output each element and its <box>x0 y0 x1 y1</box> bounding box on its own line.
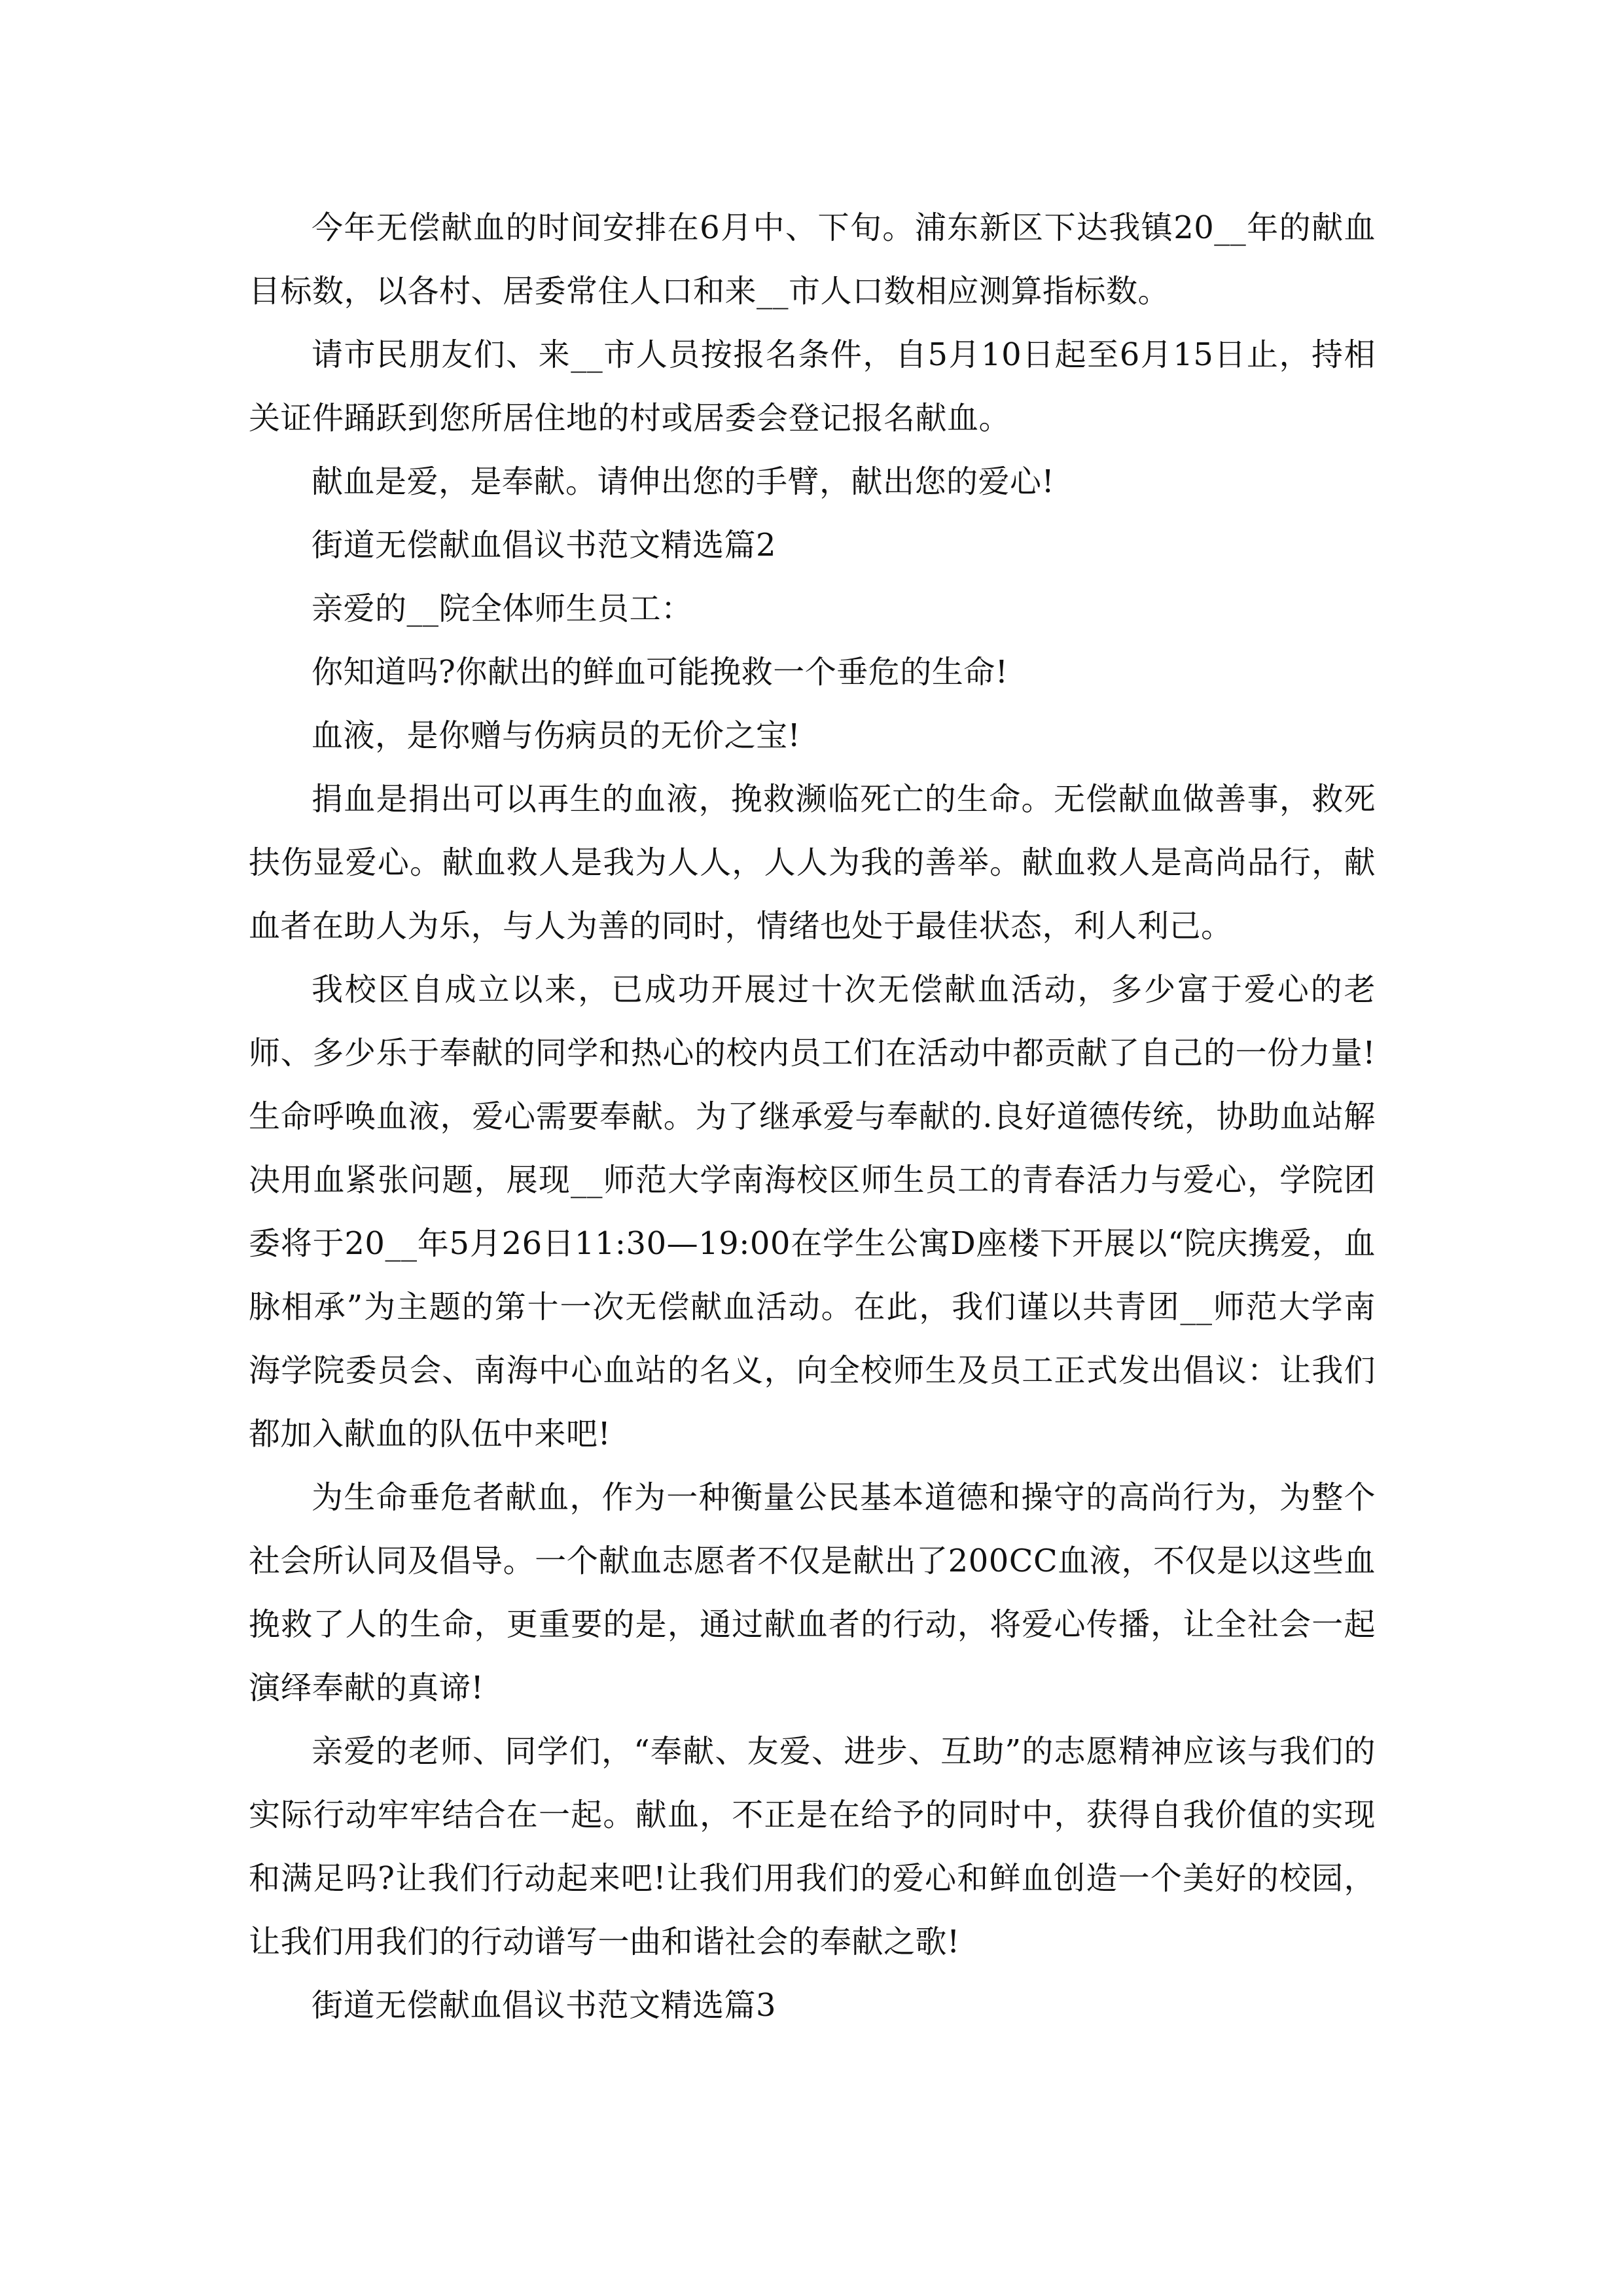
paragraph-question: 你知道吗?你献出的鲜血可能挽救一个垂危的生命! <box>312 654 1008 691</box>
paragraph-noble-act: 为生命垂危者献血，作为一种衡量公民基本道德和操守的高尚行为，为整个社会所认同及倡导。一个献血志愿者不仅是献出了200CC血液，不仅是以这些血挽救了人的生命，更重要的是，通过献血者的行动，将爱心传播，让全社会一起演绎奉献的真谛! <box>249 1479 1376 1706</box>
paragraph-registration: 请市民朋友们、来__市人员按报名条件，自5月10日起至6月15日止，持相关证件踊跃到您所居住地的村或居委会登记报名献血。 <box>249 336 1376 437</box>
section-heading-2: 街道无偿献血倡议书范文精选篇2 <box>312 527 777 564</box>
salutation: 亲爱的__院全体师生员工： <box>312 590 693 627</box>
paragraph-intro-schedule: 今年无偿献血的时间安排在6月中、下旬。浦东新区下达我镇20__年的献血目标数，以各村、居委常住人口和来__市人口数相应测算指标数。 <box>249 209 1376 310</box>
paragraph-appeal: 献血是爱，是奉献。请伸出您的手臂，献出您的爱心! <box>312 463 1055 500</box>
paragraph-treasure: 血液，是你赠与伤病员的无价之宝! <box>312 717 801 754</box>
section-heading-3: 街道无偿献血倡议书范文精选篇3 <box>312 1987 777 2024</box>
paragraph-donation-good-deed: 捐血是捐出可以再生的血液，挽救濒临死亡的生命。无偿献血做善事，救死扶伤显爱心。献血救人是我为人人，人人为我的善举。献血救人是高尚品行，献血者在助人为乐，与人为善的同时，情绪也处于最佳状态，利人利己。 <box>249 781 1376 944</box>
paragraph-call-to-action: 亲爱的老师、同学们，“奉献、友爱、进步、互助”的志愿精神应该与我们的实际行动牢牢结合在一起。献血，不正是在给予的同时中，获得自我价值的实现和满足吗?让我们行动起来吧!让我们用我们的爱心和鲜血创造一个美好的校园，让我们用我们的行动谱写一曲和谐社会的奉献之歌! <box>249 1733 1376 1960</box>
paragraph-campus-activity: 我校区自成立以来，已成功开展过十次无偿献血活动，多少富于爱心的老师、多少乐于奉献的同学和热心的校内员工们在活动中都贡献了自己的一份力量!生命呼唤血液，爱心需要奉献。为了继承爱与奉献的.良好道德传统，协助血站解决用血紧张问题，展现__师范大学南海校区师生员工的青春活力与爱心，学院团委将于20__年5月26日11:30—19:00在学生公寓D座楼下开展以“院庆携爱，血脉相承”为主题的第十一次无偿献血活动。在此，我们谨以共青团__师范大学南海学院委员会、南海中心血站的名义，向全校师生及员工正式发出倡议：让我们都加入献血的队伍中来吧! <box>249 971 1376 1452</box>
document-body <box>249 196 1376 2037</box>
